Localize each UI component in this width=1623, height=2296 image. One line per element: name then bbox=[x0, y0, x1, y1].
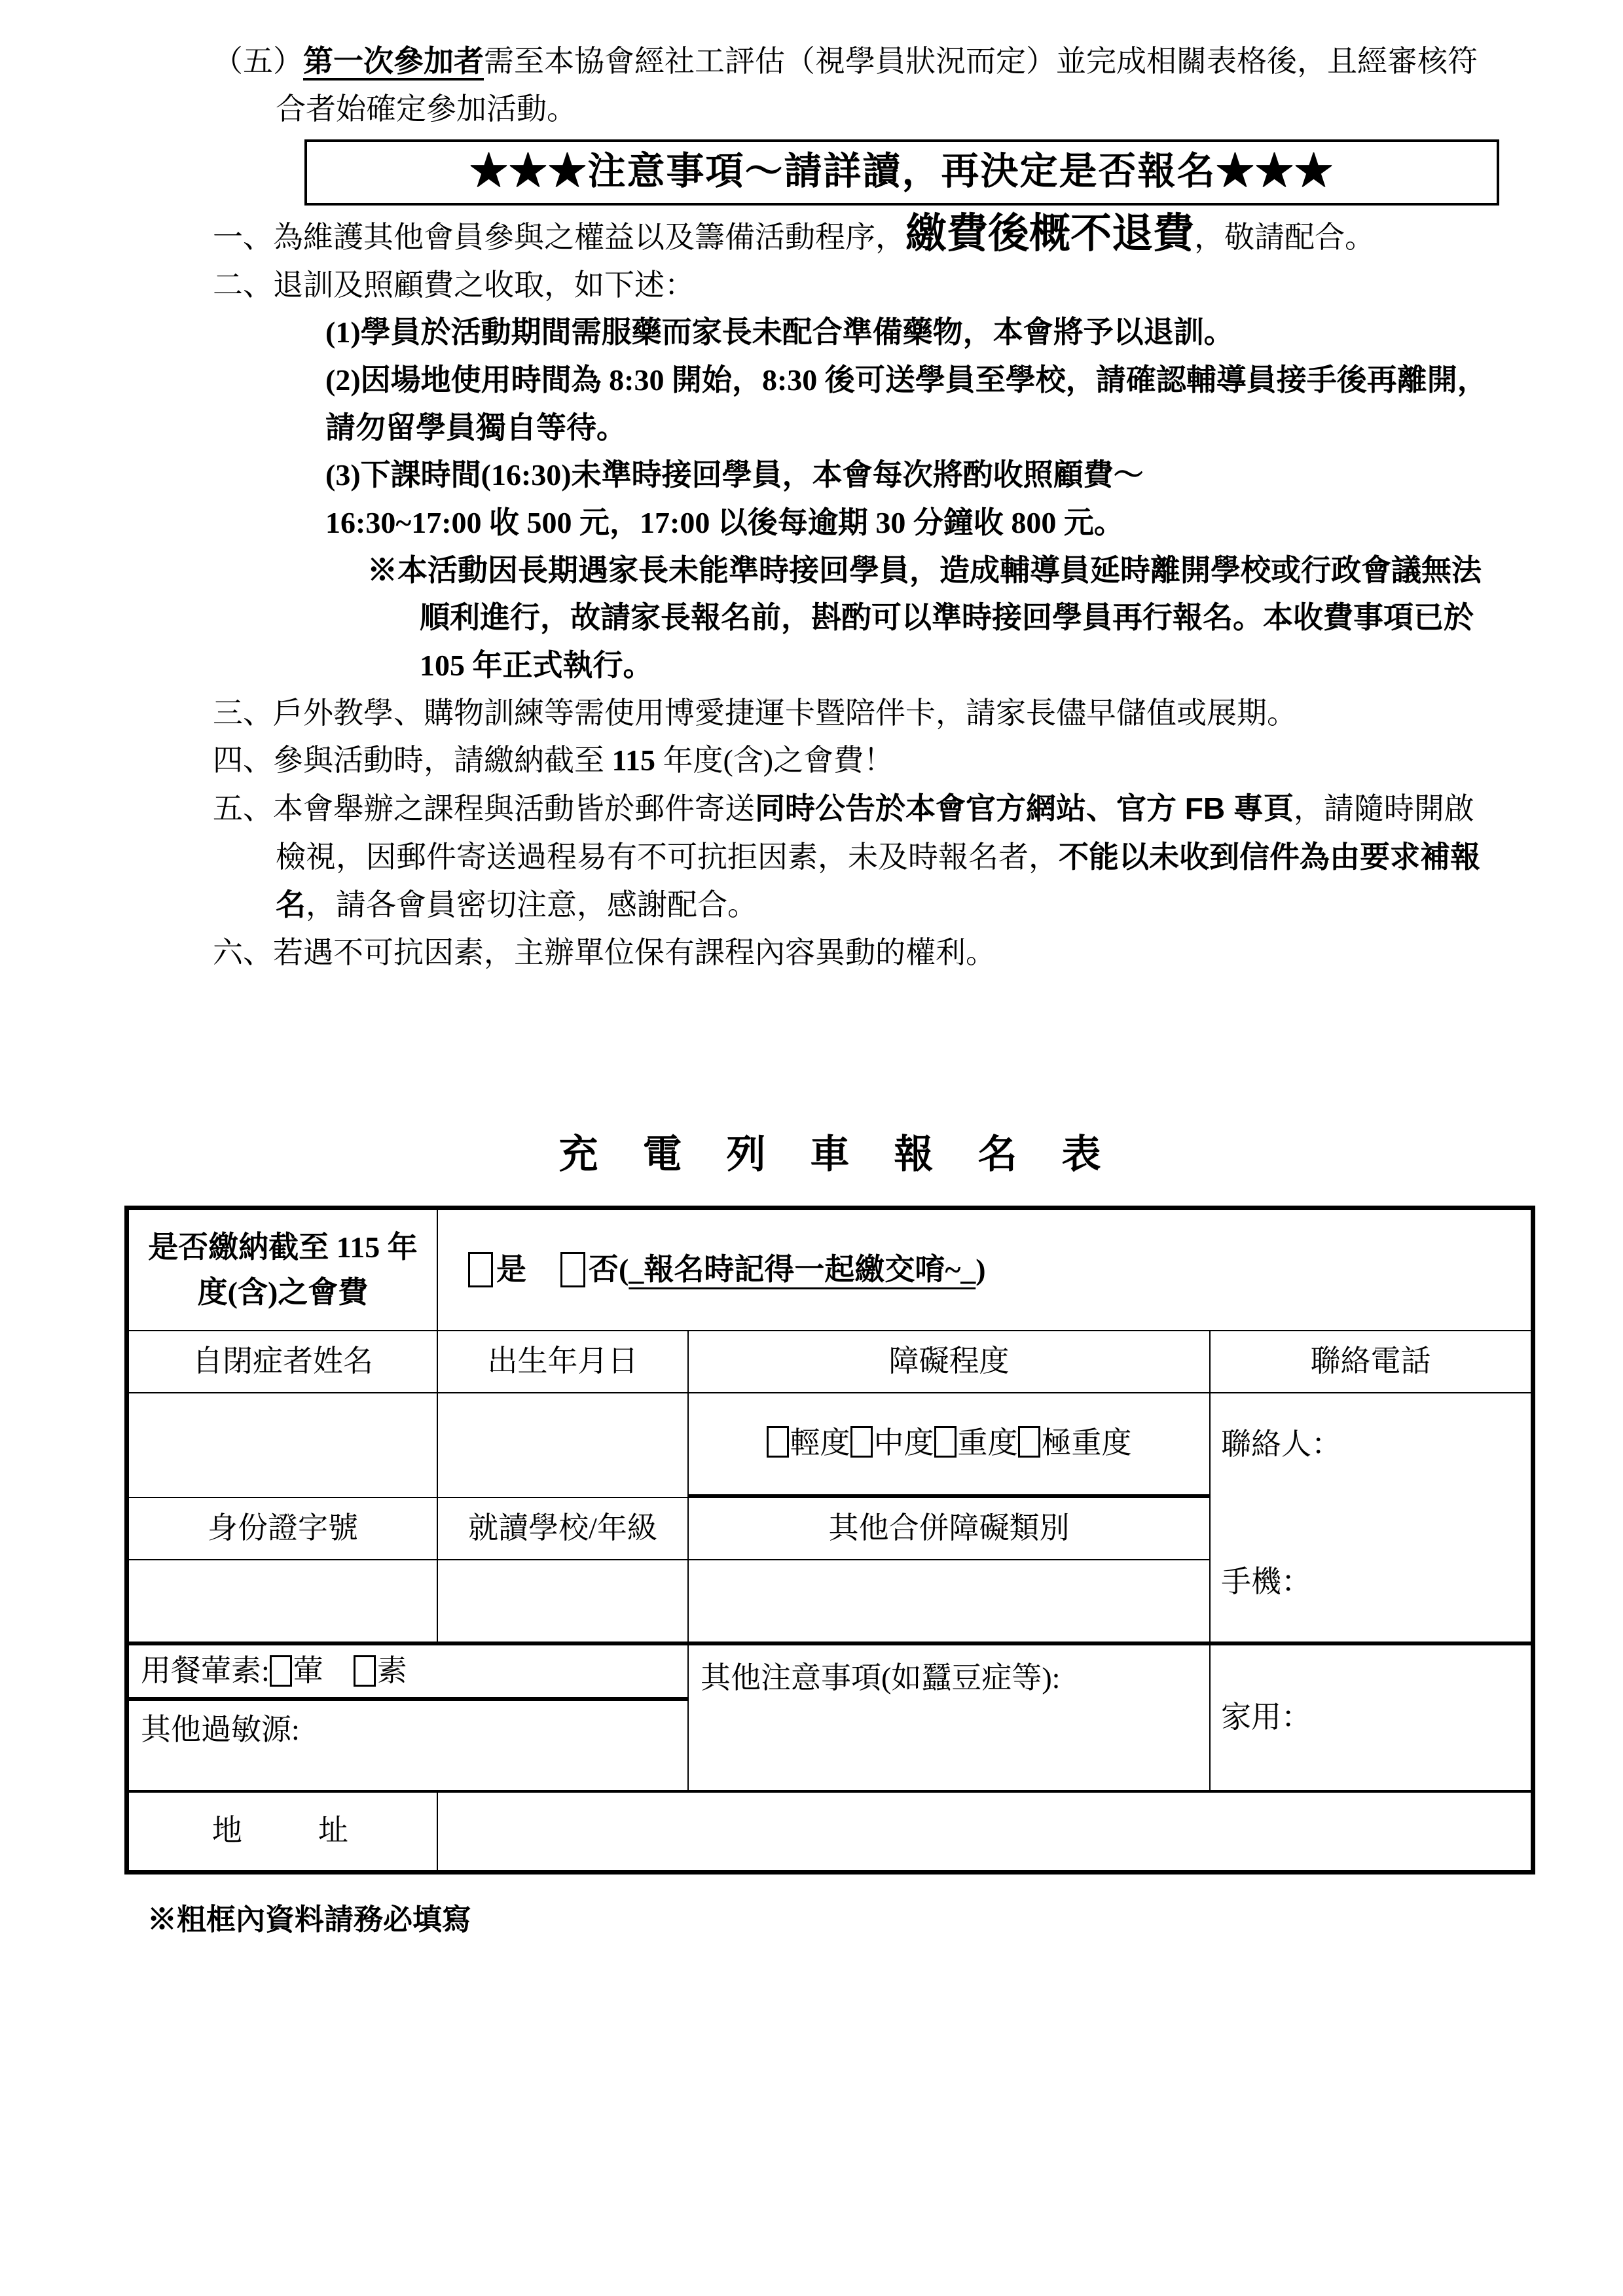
address-label-cell: 地 址 bbox=[129, 1793, 438, 1870]
other-notes-label: 其他注意事項(如蠶豆症等): bbox=[701, 1660, 1061, 1695]
bold-frame-footnote: ※粗框內資料請務必填寫 bbox=[147, 1903, 472, 1936]
fee-yes-checkbox bbox=[468, 1252, 493, 1287]
fee-yes-label: 是 bbox=[496, 1252, 526, 1286]
notice-banner bbox=[304, 139, 1499, 206]
fee-question-label: 是否繳納截至 115 年度(含)之會費 bbox=[129, 1210, 438, 1331]
allergy-label: 其他過敏源: bbox=[141, 1712, 300, 1746]
diet-veg-label: 素 bbox=[376, 1653, 407, 1687]
notice-item-2-sub-1: (1)學員於活動期間需服藥而家長未配合準備藥物，本會將予以退訓。 bbox=[325, 315, 1234, 350]
notice-item-1: 一、為維護其他會員參與之權益以及籌備活動程序，繳費後概不退費，敬請配合。 bbox=[213, 211, 1375, 257]
fee-no-label: 否 bbox=[589, 1252, 619, 1286]
header-id-number: 身份證字號 bbox=[129, 1498, 438, 1560]
header-severity: 障礙程度 bbox=[689, 1331, 1211, 1393]
header-name: 自閉症者姓名 bbox=[129, 1331, 438, 1393]
home-phone-cell bbox=[1211, 1645, 1531, 1793]
school-grade-input-cell bbox=[438, 1560, 689, 1645]
notice-item-2-sub-3: (3)下課時間(16:30)未準時接回學員，本會每次將酌收照顧費～ bbox=[325, 458, 1144, 492]
notice-item-3: 三、戶外教學、購物訓練等需使用博愛捷運卡暨陪伴卡，請家長儘早儲值或展期。 bbox=[213, 696, 1297, 730]
contact-person-label: 聯絡人： bbox=[1221, 1427, 1341, 1461]
other-notes-cell bbox=[689, 1645, 1211, 1793]
contact-phone-cell bbox=[1211, 1393, 1531, 1645]
notice-item-2-sub-2: (2)因場地使用時間為 8:30 開始，8:30 後可送學員至學校，請確認輔導員接手後再離開，請勿留學員獨自等待。 bbox=[325, 363, 1487, 444]
diet-meat-checkbox bbox=[270, 1655, 292, 1687]
notice-item-2: 二、退訓及照顧費之收取，如下述： bbox=[213, 268, 695, 302]
notice-banner-text: ★★★注意事項～請詳讀，再決定是否報名★★★ bbox=[469, 150, 1334, 193]
fee-note-open: ( bbox=[619, 1252, 629, 1286]
id-number-input-cell bbox=[129, 1560, 438, 1645]
severity-options bbox=[767, 1420, 1132, 1467]
address-input-cell bbox=[438, 1793, 1531, 1870]
allergy-cell bbox=[129, 1701, 689, 1793]
header-birthdate: 出生年月日 bbox=[438, 1331, 689, 1393]
severity-moderate-checkbox bbox=[850, 1426, 873, 1458]
notice-item-5: 五、本會舉辦之課程與活動皆於郵件寄送同時公告於本會官方網站、官方 FB 專頁，請隨時開啟檢視，因郵件寄送過程易有不可抗拒因素，未及時報名者，不能以未收到信件為由要求補報名，請各會員密切注意，感謝配合。 bbox=[213, 791, 1480, 922]
intro-item-5: （五）第一次參加者需至本協會經社工評估（視學員狀況而定）並完成相關表格後，且經審核符合者始確定參加活動。 bbox=[213, 45, 1478, 126]
header-phone: 聯絡電話 bbox=[1211, 1331, 1531, 1393]
severity-profound-label: 極重度 bbox=[1041, 1426, 1132, 1460]
comorbid-input-cell bbox=[689, 1560, 1211, 1645]
severity-severe-checkbox bbox=[934, 1426, 957, 1458]
name-input-cell bbox=[129, 1393, 438, 1498]
severity-moderate-label: 中度 bbox=[873, 1426, 934, 1460]
severity-options-cell bbox=[689, 1393, 1211, 1498]
severity-profound-checkbox bbox=[1018, 1426, 1040, 1458]
mobile-label: 手機： bbox=[1221, 1565, 1311, 1599]
diet-cell bbox=[129, 1645, 689, 1701]
home-phone-label: 家用： bbox=[1221, 1700, 1311, 1734]
fee-answer-cell bbox=[438, 1210, 1531, 1331]
diet-meat-label: 葷 bbox=[293, 1653, 323, 1687]
fee-no-checkbox bbox=[560, 1252, 585, 1287]
header-comorbid: 其他合併障礙類別 bbox=[689, 1498, 1211, 1560]
notice-item-4: 四、參與活動時，請繳納截至 115 年度(含)之會費！ bbox=[213, 744, 894, 778]
birthdate-input-cell bbox=[438, 1393, 689, 1498]
severity-severe-label: 重度 bbox=[957, 1426, 1018, 1460]
fee-note-close: ) bbox=[976, 1252, 986, 1286]
diet-label: 用餐葷素: bbox=[141, 1653, 270, 1687]
diet-veg-checkbox bbox=[354, 1655, 376, 1687]
severity-mild-label: 輕度 bbox=[790, 1426, 850, 1460]
severity-mild-checkbox bbox=[767, 1426, 789, 1458]
fee-note: _報名時記得一起繳交唷~_ bbox=[629, 1252, 976, 1286]
form-title: 充電列車報名表 bbox=[558, 1132, 1146, 1176]
header-school-grade: 就讀學校/年級 bbox=[438, 1498, 689, 1560]
notice-item-6: 六、若遇不可抗因素，主辦單位保有課程內容異動的權利。 bbox=[213, 936, 996, 970]
notice-item-2-remark: ※本活動因長期遇家長未能準時接回學員，造成輔導員延時離開學校或行政會議無法順利進行，故請家長報名前，斟酌可以準時接回學員再行報名。本收費事項已於 105 年正式執行。 bbox=[367, 553, 1482, 683]
registration-form-table bbox=[124, 1206, 1535, 1874]
notice-item-2-sub-3-fees: 16:30~17:00 收 500 元，17:00 以後每逾期 30 分鐘收 800 元。 bbox=[325, 506, 1124, 540]
